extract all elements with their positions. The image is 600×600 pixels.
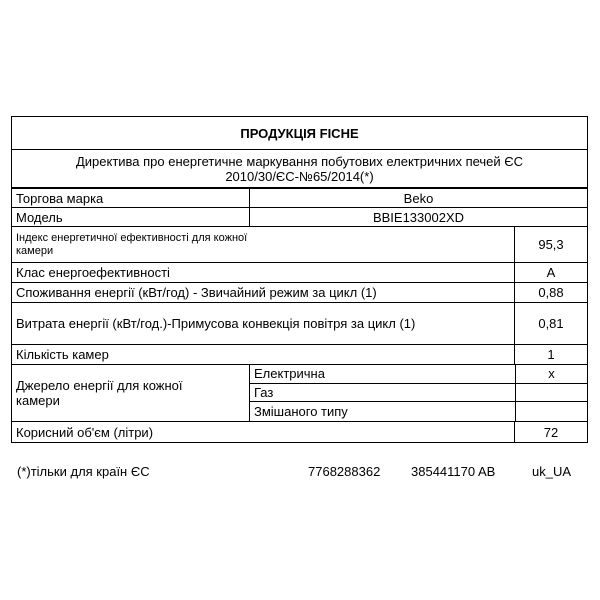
source-value-row xyxy=(516,365,587,384)
row-consumption-normal xyxy=(12,283,587,303)
consumption-normal-label: Споживання енергії (кВт/год) - Звичайний режим за цикл (1) xyxy=(16,285,377,300)
source-value-row xyxy=(516,402,587,421)
class-value: A xyxy=(514,263,587,282)
row-energy-source xyxy=(12,365,587,422)
index-label: Індекс енергетичної ефективності для кожної камери xyxy=(16,231,248,257)
source-option xyxy=(250,365,515,384)
source-options xyxy=(249,365,515,421)
brand-value: Beko xyxy=(249,189,587,207)
source-option-value: x xyxy=(548,366,555,382)
row-efficiency-index xyxy=(12,227,587,263)
source-option xyxy=(250,402,515,421)
row-consumption-fan xyxy=(12,303,587,345)
row-brand xyxy=(12,189,587,208)
source-option-name: Змішаного типу xyxy=(254,404,348,420)
cavities-label: Кількість камер xyxy=(16,347,109,362)
model-label: Модель xyxy=(16,209,63,225)
directive-text: Директива про енергетичне маркування побутових електричних печей ЄС 2010/30/ЄС-№65/2014(*) xyxy=(12,150,587,188)
source-label: Джерело енергії для кожної камери xyxy=(16,378,183,408)
source-option-value xyxy=(516,384,587,402)
volume-value: 72 xyxy=(514,422,587,442)
class-label: Клас енергоефективності xyxy=(16,265,170,280)
volume-label: Корисний об'єм (літри) xyxy=(16,424,154,440)
fiche-title: ПРОДУКЦІЯ FICHE xyxy=(12,117,587,150)
model-value: BBIE133002XD xyxy=(249,208,587,226)
brand-label: Торгова марка xyxy=(16,190,104,206)
consumption-normal-value: 0,88 xyxy=(514,283,587,302)
index-value: 95,3 xyxy=(514,227,587,262)
source-option-name: Газ xyxy=(254,385,274,400)
cavities-value: 1 xyxy=(514,345,587,364)
source-option-name: Електрична xyxy=(254,366,325,382)
fiche-header-box xyxy=(11,116,588,189)
row-cavities xyxy=(12,345,587,365)
consumption-fan-label: Витрата енергії (кВт/год.)-Примусова конвекція повітря за цикл (1) xyxy=(16,316,416,331)
row-energy-class xyxy=(12,263,587,283)
footer-code-2: 385441170 AB xyxy=(411,464,496,479)
consumption-fan-value: 0,81 xyxy=(514,303,587,344)
fiche-footer xyxy=(11,464,588,482)
source-value-row xyxy=(516,384,587,403)
row-volume xyxy=(12,422,587,442)
product-fiche xyxy=(11,116,588,443)
source-option xyxy=(250,384,515,403)
source-option-value xyxy=(516,402,587,421)
source-values xyxy=(515,365,587,421)
fiche-table xyxy=(11,189,588,443)
footer-code-1: 7768288362 xyxy=(308,464,381,479)
footer-locale: uk_UA xyxy=(532,464,572,479)
row-model xyxy=(12,208,587,227)
footer-note: (*)тільки для країн ЄС xyxy=(17,464,150,479)
